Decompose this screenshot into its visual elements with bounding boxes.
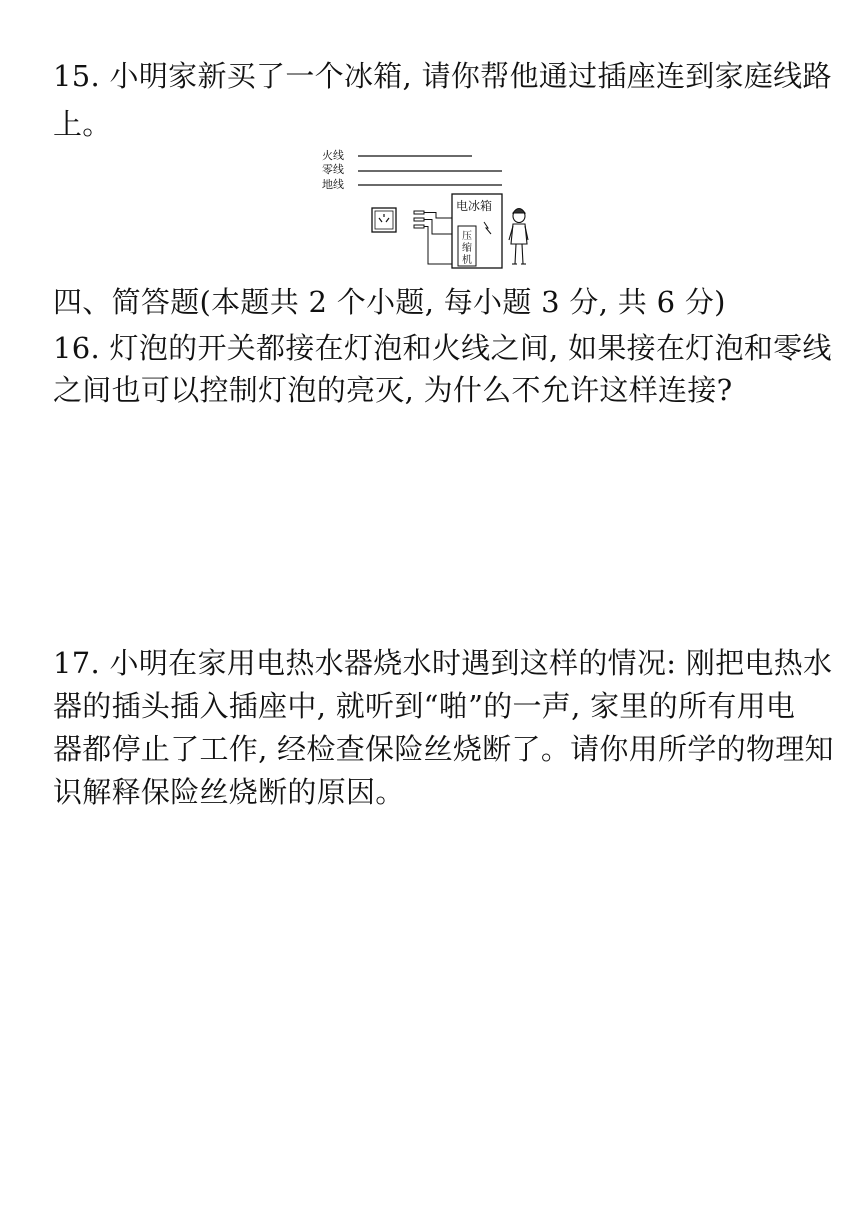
fridge-label: 电冰箱	[456, 199, 493, 213]
compressor-char-3: 机	[462, 255, 472, 266]
fridge-wiring-figure	[320, 146, 536, 272]
person-icon	[509, 209, 528, 265]
refrigerator	[452, 194, 502, 268]
question-16-line-2: 之间也可以控制灯泡的亮灭, 为什么不允许这样连接?	[53, 373, 733, 407]
wiring-diagram	[320, 146, 536, 272]
neutral-wire-label: 零线	[322, 163, 344, 176]
ground-wire-label: 地线	[322, 178, 344, 191]
compressor-char-1: 压	[462, 231, 472, 242]
question-17-line-4: 识解释保险丝烧断的原因。	[53, 775, 405, 809]
section-4-heading: 四、简答题(本题共 2 个小题, 每小题 3 分, 共 6 分)	[53, 285, 726, 319]
question-17-line-2: 器的插头插入插座中, 就听到“啪”的一声, 家里的所有用电	[53, 689, 796, 723]
live-wire-label: 火线	[322, 149, 344, 162]
wall-socket[interactable]	[372, 208, 396, 232]
question-16-line-1: 16. 灯泡的开关都接在灯泡和火线之间, 如果接在灯泡和零线	[53, 331, 832, 365]
fridge-plug[interactable]	[414, 211, 424, 228]
question-17-line-1: 17. 小明在家用电热水器烧水时遇到这样的情况: 刚把电热水	[53, 646, 833, 680]
question-17-line-3: 器都停止了工作, 经检查保险丝烧断了。请你用所学的物理知	[53, 732, 834, 766]
question-15-line-1: 15. 小明家新买了一个冰箱, 请你帮他通过插座连到家庭线路	[53, 59, 832, 93]
question-15-line-2: 上。	[53, 107, 112, 141]
compressor-char-2: 缩	[462, 243, 472, 254]
